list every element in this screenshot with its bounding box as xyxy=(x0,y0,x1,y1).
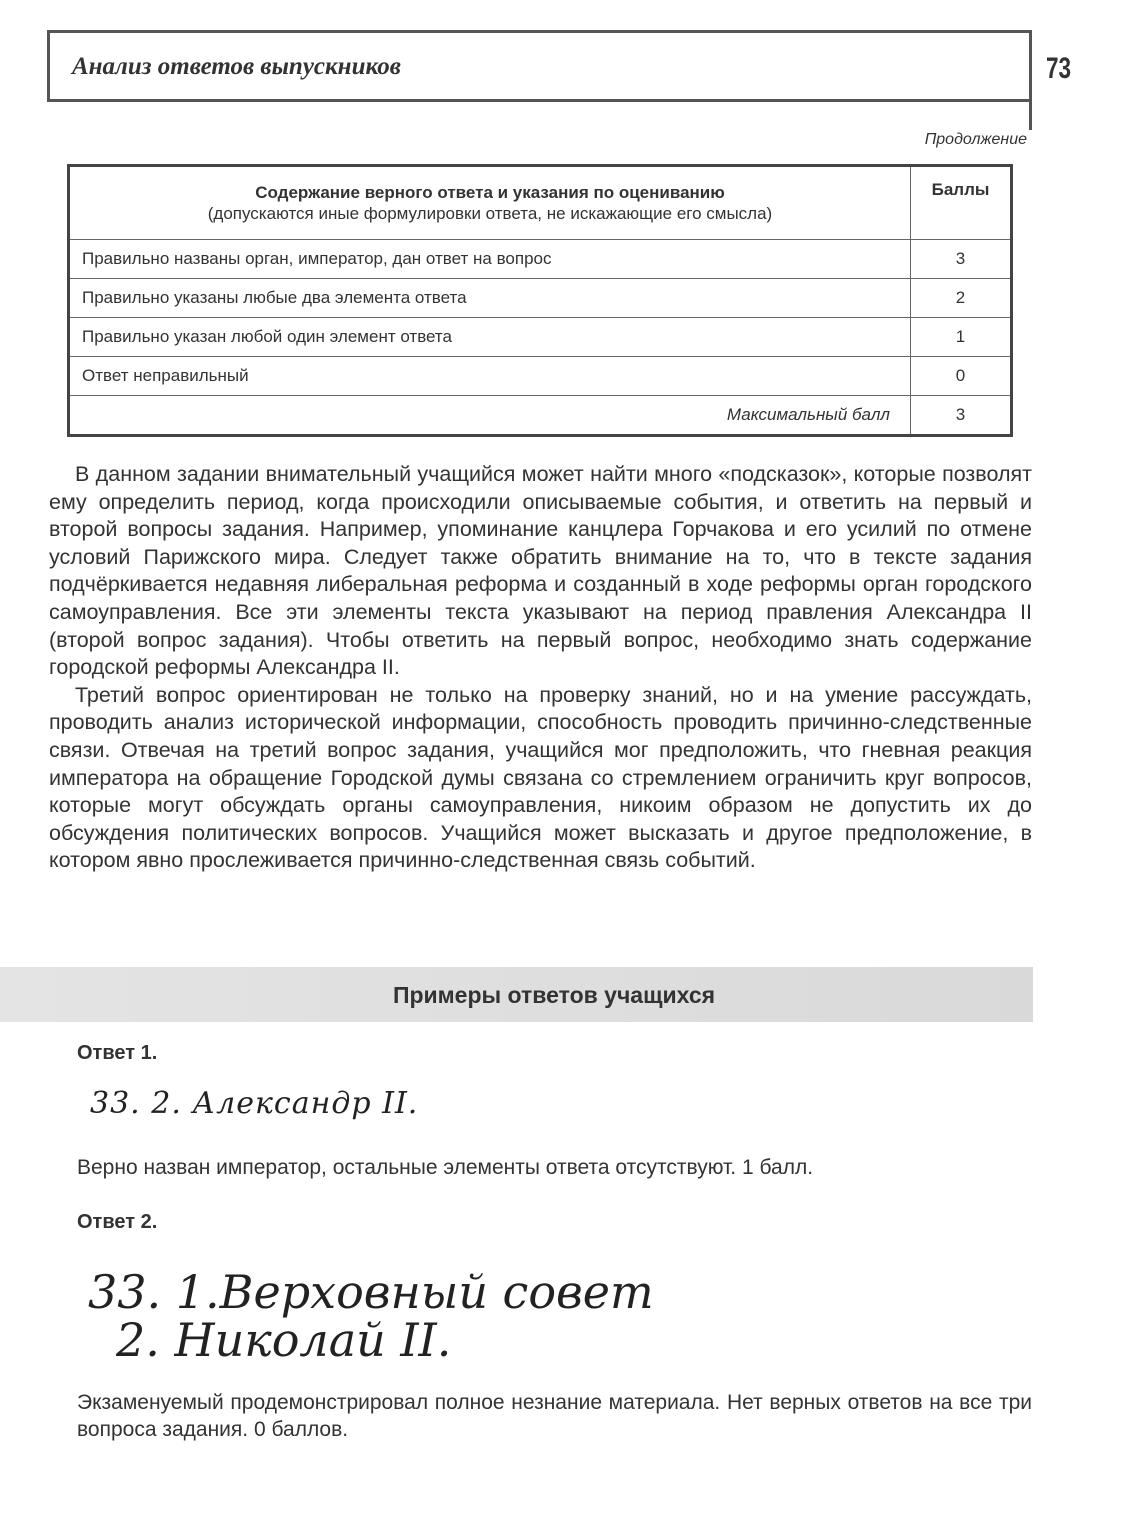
header-sub-text: (допускаются иные формулировки ответа, не искажающие его смысла) xyxy=(207,204,773,223)
criterion-points: 3 xyxy=(911,240,1012,279)
paragraph: Третий вопрос ориентирован не только на проверку знаний, но и на умение рассуждать, проводить анализ исторической информации, способность проводить причинно-следственные связи. Отвечая на третий вопрос задания, учащийся мог предположить, что гневная реакция императора на обращение Городской думы связана со стремлением ограничить круг вопросов, которые могут обсуждать органы самоуправления, никоим образом не допустить их до обсуждения политических вопросов. Учащийся может высказать и другое предположение, в котором явно прослеживается причинно-следственная связь событий. xyxy=(49,682,1032,873)
analysis-text xyxy=(49,461,1032,875)
max-score-label: Максимальный балл xyxy=(69,396,911,436)
header-points-cell: Баллы xyxy=(911,166,1012,240)
table-row xyxy=(69,318,1012,357)
criterion-points: 0 xyxy=(911,357,1012,396)
max-score-value: 3 xyxy=(911,396,1012,436)
table-row xyxy=(69,240,1012,279)
continuation-label: Продолжение xyxy=(924,131,1027,148)
table-row xyxy=(69,279,1012,318)
table-header-row xyxy=(69,166,1012,240)
criterion-points: 1 xyxy=(911,318,1012,357)
section-title: Примеры ответов учащихся xyxy=(392,982,716,1008)
page-number: 73 xyxy=(1046,52,1072,85)
section-banner xyxy=(0,967,1033,1022)
answer-comment: Верно назван император, остальные элементы ответа отсутствуют. 1 балл. xyxy=(77,1156,814,1179)
handwritten-answer: 33. 2. Александр II. xyxy=(90,1086,419,1121)
criterion-text: Правильно указан любой один элемент ответа xyxy=(69,318,911,357)
criterion-text: Правильно названы орган, император, дан ответ на вопрос xyxy=(69,240,911,279)
handwritten-answer xyxy=(88,1265,654,1367)
running-header xyxy=(47,30,1029,102)
header-title: Анализ ответов выпускников xyxy=(72,53,401,80)
header-main-text: Содержание верного ответа и указания по оцениванию xyxy=(255,183,725,202)
criterion-points: 2 xyxy=(911,279,1012,318)
table-row xyxy=(69,357,1012,396)
handwritten-line: 33. 1.Верховный совет xyxy=(88,1265,654,1319)
handwritten-line: 2. Николай II. xyxy=(116,1313,452,1367)
answer-comment: Экзаменуемый продемонстрировал полное незнание материала. Нет верных ответов на все три вопроса задания. 0 баллов. xyxy=(77,1391,1032,1441)
header-content-cell xyxy=(69,166,911,240)
answer-label: Ответ 1. xyxy=(77,1042,158,1064)
max-score-row xyxy=(69,396,1012,436)
answer-label: Ответ 2. xyxy=(77,1211,158,1233)
paragraph: В данном задании внимательный учащийся может найти много «подсказок», которые позволят ему определить период, когда происходили описываемые события, и ответить на первый и второй вопросы задания. Например, упоминание канцлера Горчакова и его усилий по отмене условий Парижского мира. Следует также обратить внимание на то, что в тексте задания подчёркивается недавняя либеральная реформа и созданный в ходе реформы орган городского самоуправления. Все эти элементы текста указывают на период правления Александра II (второй вопрос задания). Чтобы ответить на первый вопрос, необходимо знать содержание городской реформы Александра II. xyxy=(49,462,1032,680)
criterion-text: Ответ неправильный xyxy=(69,357,911,396)
criterion-text: Правильно указаны любые два элемента ответа xyxy=(69,279,911,318)
grading-table xyxy=(67,164,1013,437)
